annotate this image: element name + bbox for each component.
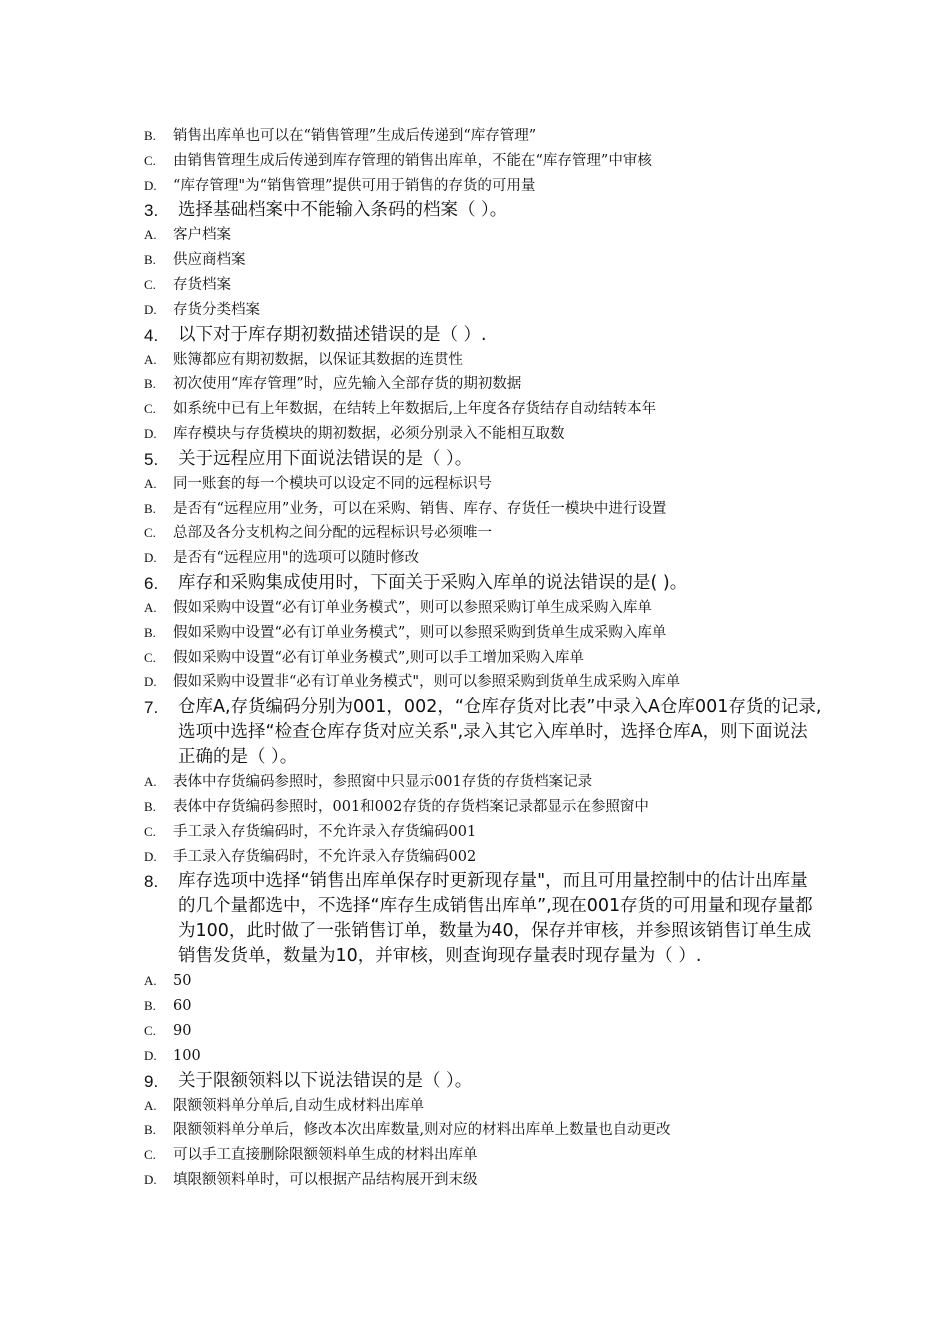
answer-option: [144, 546, 824, 571]
question-number: 4.: [144, 325, 159, 345]
option-letter: B.: [144, 128, 156, 143]
answer-option: [144, 820, 824, 845]
question: [144, 447, 824, 472]
answer-option: [144, 248, 824, 273]
exam-question-list: [144, 124, 824, 1193]
option-text: “库存管理"为“销售管理”提供可用于销售的存货的可用量: [173, 177, 536, 194]
question-text: 以下对于库存期初数描述错误的是（ ）.: [178, 324, 487, 345]
answer-option: [144, 422, 824, 447]
option-letter: D.: [144, 177, 157, 193]
answer-option: [144, 795, 824, 820]
option-letter: D.: [144, 848, 157, 864]
answer-option: [144, 521, 824, 546]
answer-option: [144, 1168, 824, 1193]
option-text: 表体中存货编码参照时，参照窗中只显示001存货的存货档案记录: [173, 774, 593, 791]
answer-option: [144, 124, 824, 149]
option-letter: B.: [144, 252, 156, 268]
option-text: 50: [173, 973, 192, 990]
option-text: 90: [173, 1022, 192, 1039]
answer-option: [144, 298, 824, 323]
answer-option: [144, 273, 824, 298]
option-text: 手工录入存货编码时，不允许录入存货编码001: [173, 823, 477, 840]
question-number: 9.: [144, 1071, 159, 1091]
answer-option: [144, 472, 824, 497]
question-text: 选择基础档案中不能输入条码的档案（ ）。: [178, 200, 508, 221]
option-letter: C.: [144, 1147, 156, 1163]
option-letter: D.: [144, 301, 157, 317]
option-text: 填限额领料单时，可以根据产品结构展开到末级: [173, 1171, 478, 1188]
option-text: 如系统中已有上年数据，在结转上年数据后,上年度各存货结存自动结转本年: [173, 401, 657, 418]
option-text: 客户档案: [173, 227, 231, 244]
answer-option: [144, 397, 824, 422]
question: [144, 571, 824, 596]
option-text: 是否有“远程应用"的选项可以随时修改: [173, 550, 420, 567]
question-text: 仓库A,存货编码分别为001，002，“仓库存货对比表”中录入A仓库001存货的记录,选项中选择“检查仓库存货对应关系",录入其它入库单时，选择仓库A，则下面说法正确的是（ ）。: [178, 697, 822, 768]
answer-option: [144, 1143, 824, 1168]
option-text: 同一账套的每一个模块可以设定不同的远程标识号: [173, 475, 492, 492]
answer-option: [144, 348, 824, 373]
option-letter: B.: [144, 1122, 156, 1138]
option-letter: A.: [144, 1097, 157, 1113]
question-text: 关于远程应用下面说法错误的是（ ）。: [178, 448, 473, 469]
answer-option: [144, 969, 824, 994]
option-text: 假如采购中设置“必有订单业务模式”,则可以手工增加采购入库单: [173, 649, 584, 666]
option-letter: D.: [144, 550, 157, 566]
answer-option: [144, 1118, 824, 1143]
option-text: 存货档案: [173, 276, 231, 293]
question-number: 3.: [144, 201, 159, 221]
answer-option: [144, 646, 824, 671]
answer-option: [144, 1094, 824, 1119]
answer-option: [144, 149, 824, 174]
option-text: 账簿都应有期初数据，以保证其数据的连贯性: [173, 351, 463, 368]
answer-option: [144, 1044, 824, 1069]
answer-option: [144, 596, 824, 621]
question: [144, 695, 824, 770]
question-text: 库存选项中选择“销售出库单保存时更新现存量"，而且可用量控制中的估计出库量的几个量都选中，不选择“库存生成销售出库单”,现在001存货的可用量和现存量都为100，此时做了一张销售订单，数量为40，保存并审核，并参照该销售订单生成销售发货单，数量为10，并审核，则查询现存量表时现存量为（ ）.: [178, 871, 813, 967]
option-text: 初次使用“库存管理”时，应先输入全部存货的期初数据: [173, 376, 522, 393]
answer-option: [144, 174, 824, 199]
option-text: 100: [173, 1047, 201, 1064]
option-text: 存货分类档案: [173, 301, 260, 318]
question-text: 库存和采购集成使用时，下面关于采购入库单的说法错误的是( )。: [178, 572, 688, 593]
option-text: 限额领料单分单后，修改本次出库数量,则对应的材料出库单上数量也自动更改: [173, 1122, 671, 1139]
question: [144, 323, 824, 348]
option-letter: D.: [144, 425, 157, 441]
option-letter: A.: [144, 227, 157, 243]
option-letter: D.: [144, 674, 157, 690]
option-text: 假如采购中设置非“必有订单业务模式"，则可以参照采购到货单生成采购入库单: [173, 674, 681, 691]
option-text: 手工录入存货编码时，不允许录入存货编码002: [173, 848, 477, 865]
option-letter: B.: [144, 376, 156, 392]
option-text: 是否有“远程应用”业务，可以在采购、销售、库存、存货任一模块中进行设置: [173, 500, 667, 517]
option-letter: A.: [144, 351, 157, 367]
option-text: 可以手工直接删除限额领料单生成的材料出库单: [173, 1147, 478, 1164]
question-number: 7.: [144, 698, 159, 718]
answer-option: [144, 621, 824, 646]
question: [144, 1069, 824, 1094]
option-text: 销售出库单也可以在“销售管理”生成后传递到“库存管理”: [173, 128, 537, 144]
option-letter: C.: [144, 649, 156, 665]
option-letter: C.: [144, 401, 156, 417]
option-letter: C.: [144, 525, 156, 541]
answer-option: [144, 223, 824, 248]
option-text: 库存模块与存货模块的期初数据，必须分别录入不能相互取数: [173, 425, 565, 442]
option-letter: C.: [144, 276, 156, 292]
option-letter: B.: [144, 998, 156, 1014]
question: [144, 869, 824, 969]
option-letter: D.: [144, 1047, 157, 1063]
option-text: 假如采购中设置“必有订单业务模式”，则可以参照采购到货单生成采购入库单: [173, 624, 667, 641]
answer-option: [144, 770, 824, 795]
question-number: 6.: [144, 573, 159, 593]
option-letter: C.: [144, 152, 156, 168]
answer-option: [144, 670, 824, 695]
option-letter: A.: [144, 475, 157, 491]
answer-option: [144, 994, 824, 1019]
option-text: 由销售管理生成后传递到库存管理的销售出库单，不能在“库存管理”中审核: [173, 152, 652, 169]
option-letter: A.: [144, 774, 157, 790]
answer-option: [144, 372, 824, 397]
option-letter: C.: [144, 823, 156, 839]
question-number: 8.: [144, 872, 159, 892]
option-text: 60: [173, 998, 192, 1015]
answer-option: [144, 1019, 824, 1044]
option-letter: C.: [144, 1022, 156, 1038]
option-letter: A.: [144, 599, 157, 615]
option-text: 限额领料单分单后,自动生成材料出库单: [173, 1097, 425, 1114]
answer-option: [144, 845, 824, 870]
answer-option: [144, 497, 824, 522]
option-letter: B.: [144, 624, 156, 640]
option-letter: B.: [144, 500, 156, 516]
option-text: 表体中存货编码参照时，001和002存货的存货档案记录都显示在参照窗中: [173, 798, 649, 815]
option-text: 假如采购中设置“必有订单业务模式”，则可以参照采购订单生成采购入库单: [173, 599, 652, 616]
question: [144, 198, 824, 223]
option-letter: D.: [144, 1171, 157, 1187]
question-text: 关于限额领料以下说法错误的是（ ）。: [178, 1070, 473, 1091]
option-text: 总部及各分支机构之间分配的远程标识号必须唯一: [173, 525, 492, 542]
option-text: 供应商档案: [173, 252, 246, 269]
option-letter: A.: [144, 973, 157, 989]
question-number: 5.: [144, 449, 159, 469]
option-letter: B.: [144, 798, 156, 814]
